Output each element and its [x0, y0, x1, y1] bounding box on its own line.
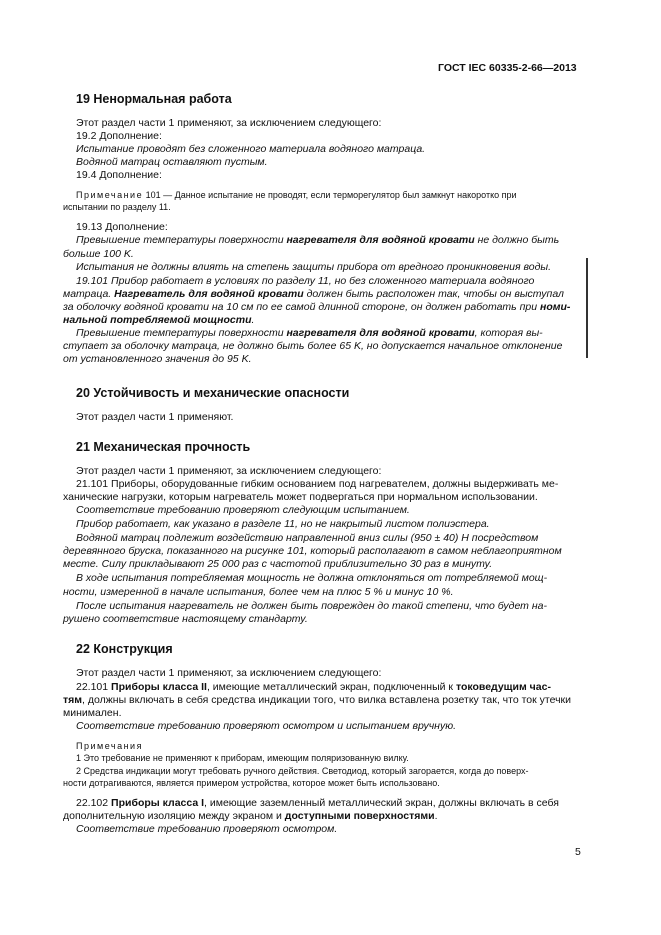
- clause-19-4-label: 19.4 Дополнение:: [76, 169, 162, 181]
- note-101: [76, 189, 517, 201]
- clause-19-101-text: матраца. Нагреватель для водяной кровати должен быть расположен так, чтобы он выступал: [63, 288, 564, 300]
- notes-label: Примечания: [76, 741, 143, 751]
- clause-21-101-text: В ходе испытания потребляемая мощность не должна отклоняться от потребляемой мощ-: [76, 572, 548, 584]
- page-number: 5: [575, 846, 581, 858]
- clause-22-101-text: 22.101 Приборы класса II, имеющие металлический экран, подключенный к токоведущим час-: [76, 681, 551, 693]
- section-19-intro: Этот раздел части 1 применяют, за исключением следующего:: [76, 117, 382, 129]
- document-id: ГОСТ IEC 60335-2-66—2013: [438, 62, 577, 74]
- section-22-intro: Этот раздел части 1 применяют, за исключением следующего:: [76, 667, 382, 679]
- clause-22-101-text: тям, должны включать в себя средства индикации того, что вилка вставлена розетку так, что ток утечки: [63, 694, 571, 706]
- section-21-intro: Этот раздел части 1 применяют, за исключением следующего:: [76, 465, 382, 477]
- section-21-title: 21 Механическая прочность: [76, 440, 251, 454]
- section-20-intro: Этот раздел части 1 применяют.: [76, 411, 234, 423]
- clause-19-2-text: Водяной матрац оставляют пустым.: [76, 156, 268, 168]
- note-2-cont: ности дотрагиваются, является примером устройства, которое может быть использовано.: [63, 778, 440, 788]
- clause-19-101-text: от установленного значения до 95 K.: [63, 353, 252, 365]
- clause-19-13-text: больше 100 K.: [63, 248, 134, 260]
- clause-19-101-text: 19.101 Прибор работает в условиях по разделу 11, но без сложенного материала водяного: [76, 275, 535, 287]
- note-label: Примечание: [76, 190, 144, 200]
- clause-21-101-text: ханические нагрузки, которым нагреватель может подвергаться при нормальном использовании.: [63, 491, 538, 503]
- clause-19-101-text: за оболочку водяной кровати на 10 см по ее самой длинной стороне, он должен работать при номи-: [63, 301, 571, 313]
- clause-19-13-label: 19.13 Дополнение:: [76, 221, 168, 233]
- clause-21-101-text: ности, измеренной в начале испытания, более чем на плюс 5 % и минус 10 %.: [63, 586, 454, 598]
- clause-21-101-text: Соответствие требованию проверяют следующим испытанием.: [76, 504, 410, 516]
- clause-21-101-text: месте. Силу прикладывают 25 000 раз с частотой приблизительно 30 раз в минуту.: [63, 558, 493, 570]
- section-19-title: 19 Ненормальная работа: [76, 92, 232, 106]
- clause-22-101-text: Соответствие требованию проверяют осмотром и испытанием вручную.: [76, 720, 457, 732]
- clause-21-101-text: рушено соответствие настоящему стандарту.: [63, 613, 308, 625]
- clause-19-13-text: Испытания не должны влиять на степень защиты прибора от вредного проникновения воды.: [76, 261, 552, 273]
- clause-21-101-text: 21.101 Приборы, оборудованные гибким основанием под нагревателем, должны выдерживать ме-: [76, 478, 559, 490]
- clause-22-102-text: Соответствие требованию проверяют осмотром.: [76, 823, 338, 835]
- clause-19-101-text: ступает за оболочку матраца, не должно быть более 65 K, но допускается начальное отклонение: [63, 340, 563, 352]
- clause-22-102-text: 22.102 Приборы класса I, имеющие заземленный металлический экран, должны включать в себя: [76, 797, 559, 809]
- clause-19-101-text: Превышение температуры поверхности нагревателя для водяной кровати, которая вы-: [76, 327, 543, 339]
- clause-19-2-label: 19.2 Дополнение:: [76, 130, 162, 142]
- note-text: 101 — Данное испытание не проводят, если терморегулятор был замкнут накоротко при: [143, 190, 517, 200]
- clause-21-101-text: Прибор работает, как указано в разделе 11, но не накрытый листом полиэстера.: [76, 518, 490, 530]
- clause-19-101-text: нальной потребляемой мощности.: [63, 314, 255, 326]
- note-101-cont: испытании по разделу 11.: [63, 202, 171, 212]
- clause-19-13-text: Превышение температуры поверхности нагревателя для водяной кровати не должно быть: [76, 234, 560, 246]
- change-bar: [586, 258, 588, 358]
- clause-19-2-text: Испытание проводят без сложенного материала водяного матраца.: [76, 143, 426, 155]
- section-20-title: 20 Устойчивость и механические опасности: [76, 386, 350, 400]
- clause-22-102-text: дополнительную изоляцию между экраном и доступными поверхностями.: [63, 810, 438, 822]
- section-22-title: 22 Конструкция: [76, 642, 173, 656]
- clause-21-101-text: После испытания нагреватель не должен быть поврежден до такой степени, что будет на-: [76, 600, 547, 612]
- note-1: 1 Это требование не применяют к приборам, имеющим поляризованную вилку.: [76, 753, 409, 763]
- clause-21-101-text: деревянного бруска, показанного на рисунке 101, который располагают в самом неблагоприятном: [63, 545, 562, 557]
- note-2: 2 Средства индикации могут требовать ручного действия. Светодиод, который загорается, когда до поверх-: [76, 766, 529, 776]
- clause-22-101-text: минимален.: [63, 707, 122, 719]
- clause-21-101-text: Водяной матрац подлежит воздействию направленной вниз силы (950 ± 40) Н посредством: [76, 532, 539, 544]
